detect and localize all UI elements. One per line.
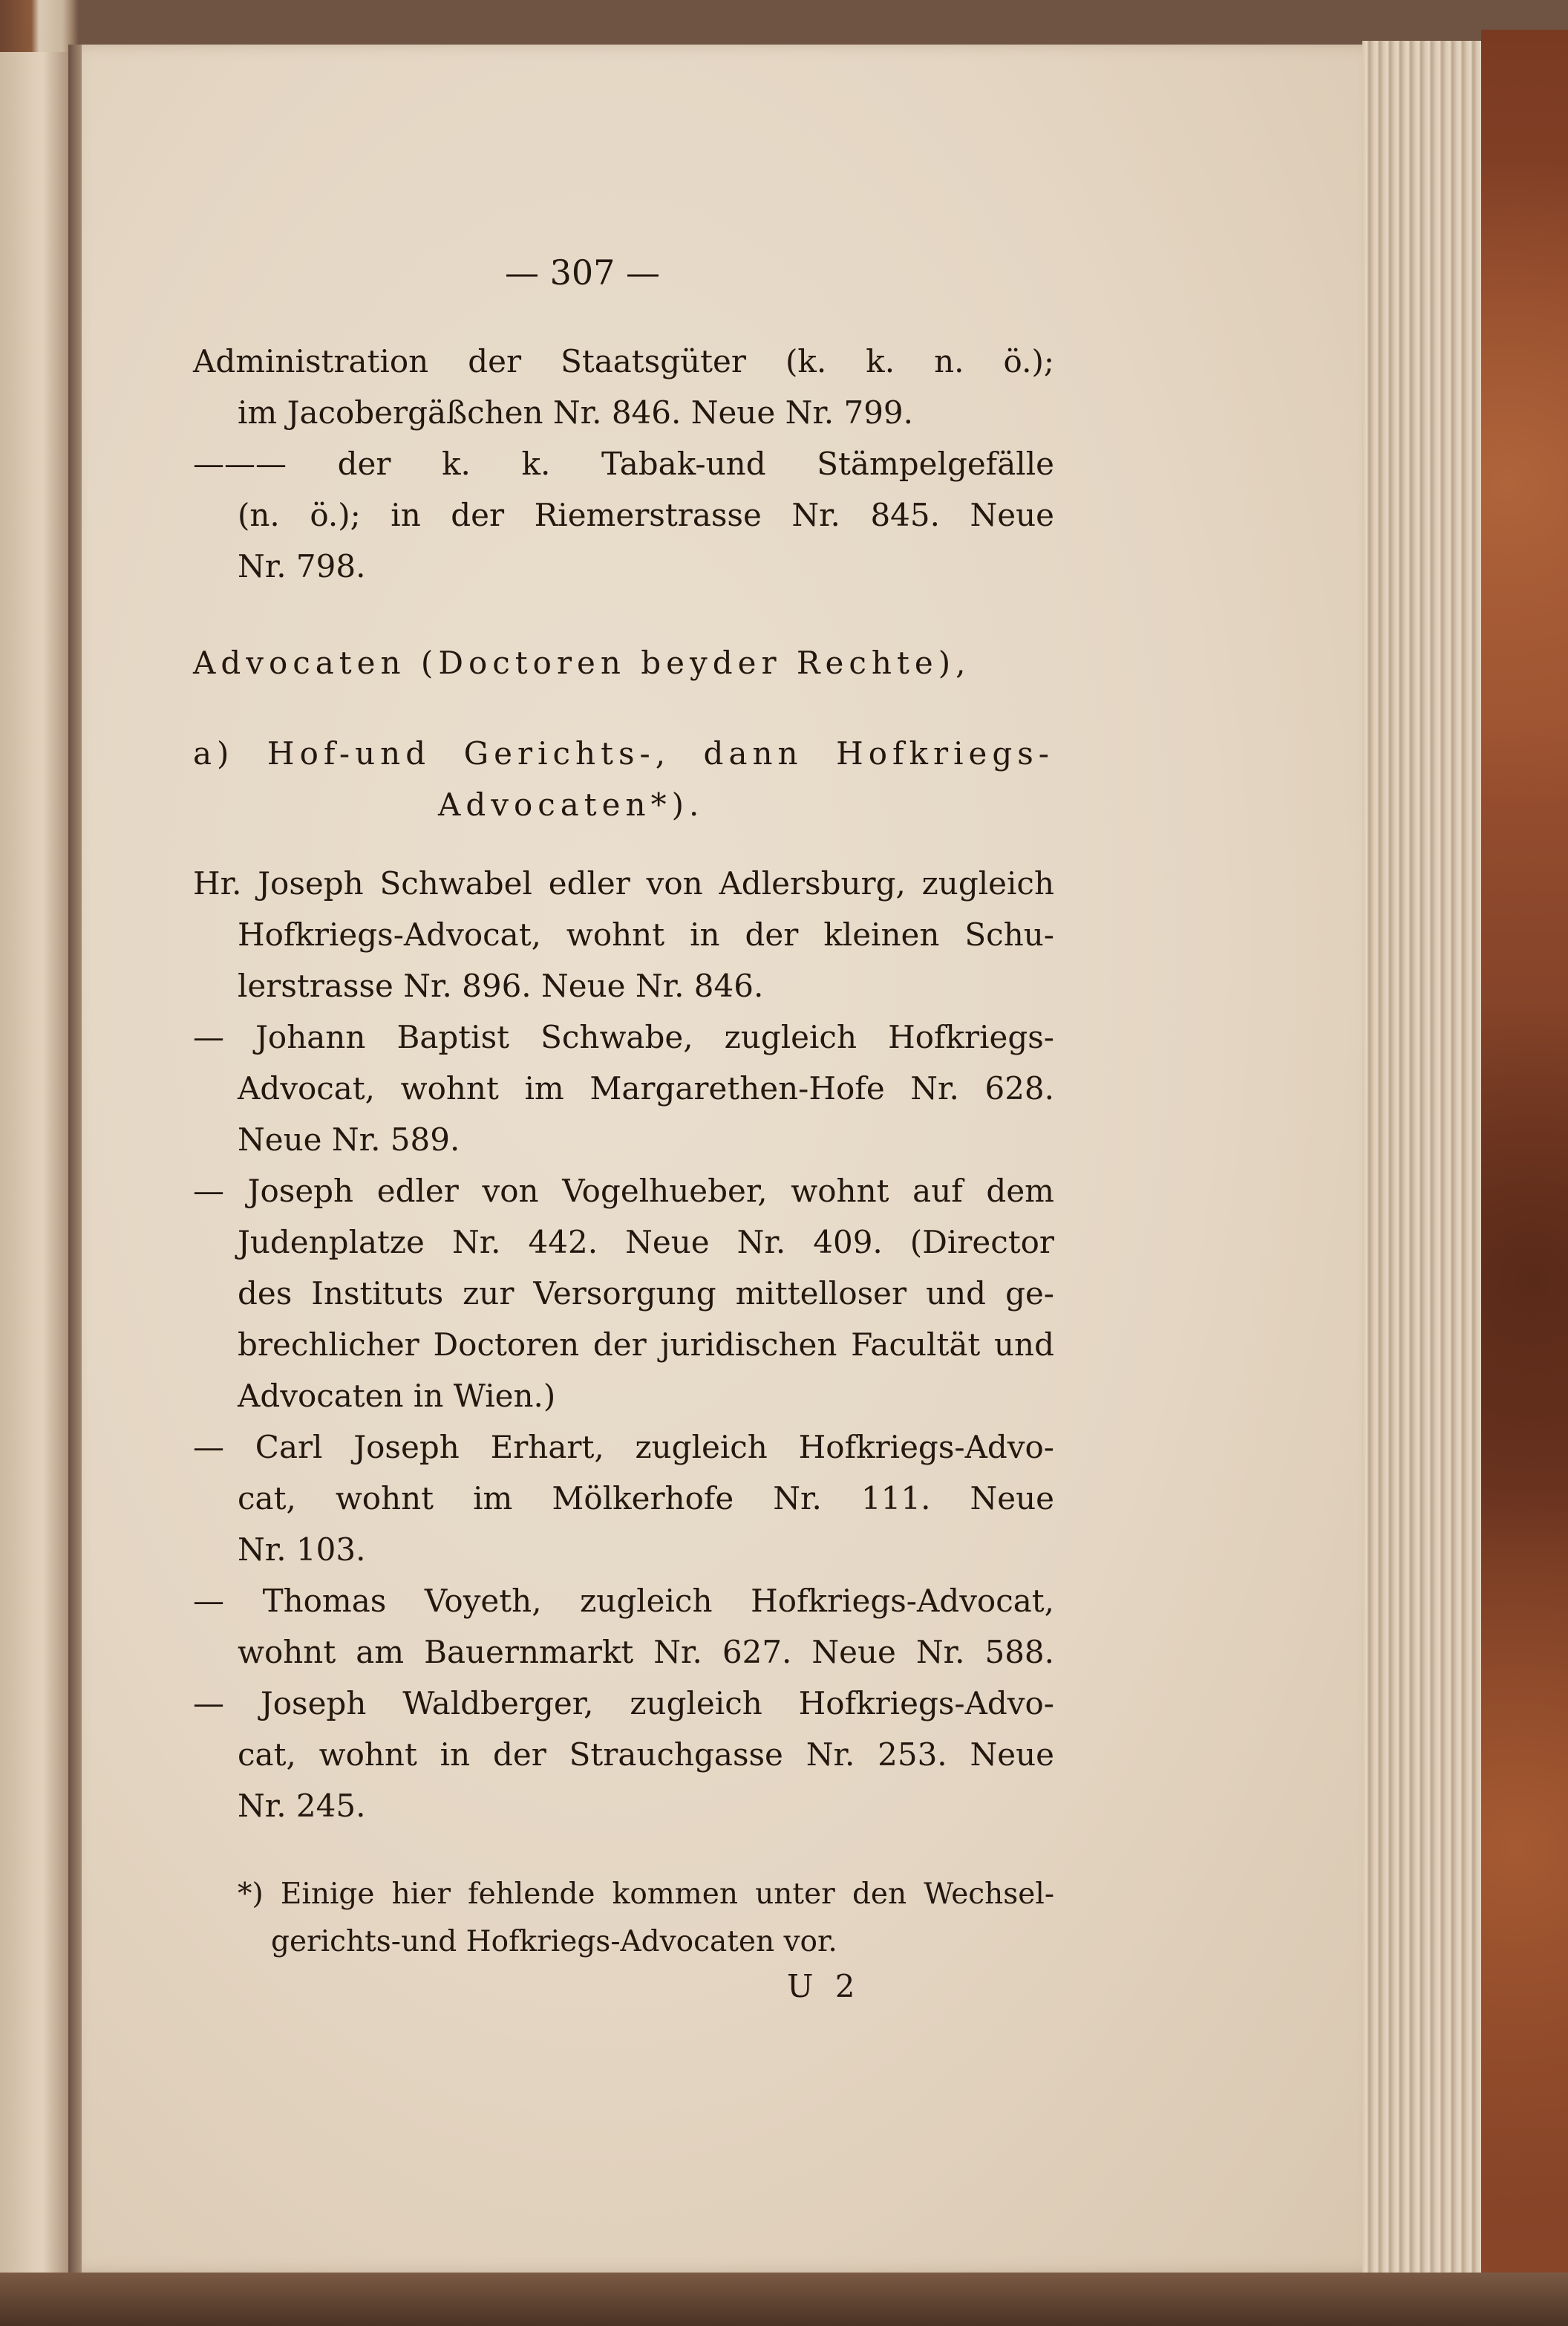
text-line: Nr. 798. [238,548,366,584]
text-line: Nr. 103. [238,1531,366,1568]
text-line: lerstrasse Nr. 896. Neue Nr. 846. [238,968,764,1004]
text-line: brechlicher Doctoren der juridischen Facultät und [238,1326,1054,1363]
text-line: — Joseph edler von Vogelhueber, wohnt auf dem [193,1173,1054,1209]
footnote-line: gerichts-und Hofkriegs-Advocaten vor. [271,1925,837,1958]
signature-mark: U 2 [787,1968,861,2004]
subsection-heading: a) Hof-und Gerichts-, dann Hofkriegs- [193,735,1054,772]
text-line: — Joseph Waldberger, zugleich Hofkriegs-Advo- [193,1685,1054,1721]
page-edge-stack [1362,41,1484,2276]
section-heading: Advocaten (Doctoren beyder Rechte), [193,645,971,681]
bottom-shadow [0,2273,1568,2326]
text-line: wohnt am Bauernmarkt Nr. 627. Neue Nr. 588. [238,1634,1054,1670]
text-line: — Thomas Voyeth, zugleich Hofkriegs-Advocat, [193,1583,1054,1619]
text-line: Nr. 245. [238,1788,366,1824]
leather-cover [1481,30,1568,2302]
text-line: — Johann Baptist Schwabe, zugleich Hofkriegs- [193,1019,1054,1055]
text-line: ——— der k. k. Tabak-und Stämpelgefälle [193,446,1054,482]
subsection-heading-cont: Advocaten*). [438,786,705,823]
text-line: Advocat, wohnt im Margarethen-Hofe Nr. 628. [238,1070,1054,1107]
text-line: cat, wohnt im Mölkerhofe Nr. 111. Neue [238,1480,1054,1517]
text-line: Neue Nr. 589. [238,1121,460,1158]
text-line: Advocaten in Wien.) [238,1378,556,1414]
text-line: Administration der Staatsgüter (k. k. n. ö.); [193,343,1054,379]
text-line: (n. ö.); in der Riemerstrasse Nr. 845. Neue [238,497,1054,533]
text-line: Hofkriegs-Advocat, wohnt in der kleinen Schu- [238,916,1054,953]
text-line: des Instituts zur Versorgung mittelloser und ge- [238,1275,1054,1312]
text-line: im Jacobergäßchen Nr. 846. Neue Nr. 799. [238,394,913,431]
text-line: Judenplatze Nr. 442. Neue Nr. 409. (Director [238,1224,1054,1260]
footnote-line: *) Einige hier fehlende kommen unter den Wechsel- [238,1877,1054,1911]
left-page-edge [0,52,71,2273]
page-number-header: — 307 — [505,253,661,293]
text-line: — Carl Joseph Erhart, zugleich Hofkriegs-Advo- [193,1429,1054,1465]
text-line: cat, wohnt in der Strauchgasse Nr. 253. Neue [238,1736,1054,1773]
text-line: Hr. Joseph Schwabel edler von Adlersburg, zugleich [193,865,1054,902]
